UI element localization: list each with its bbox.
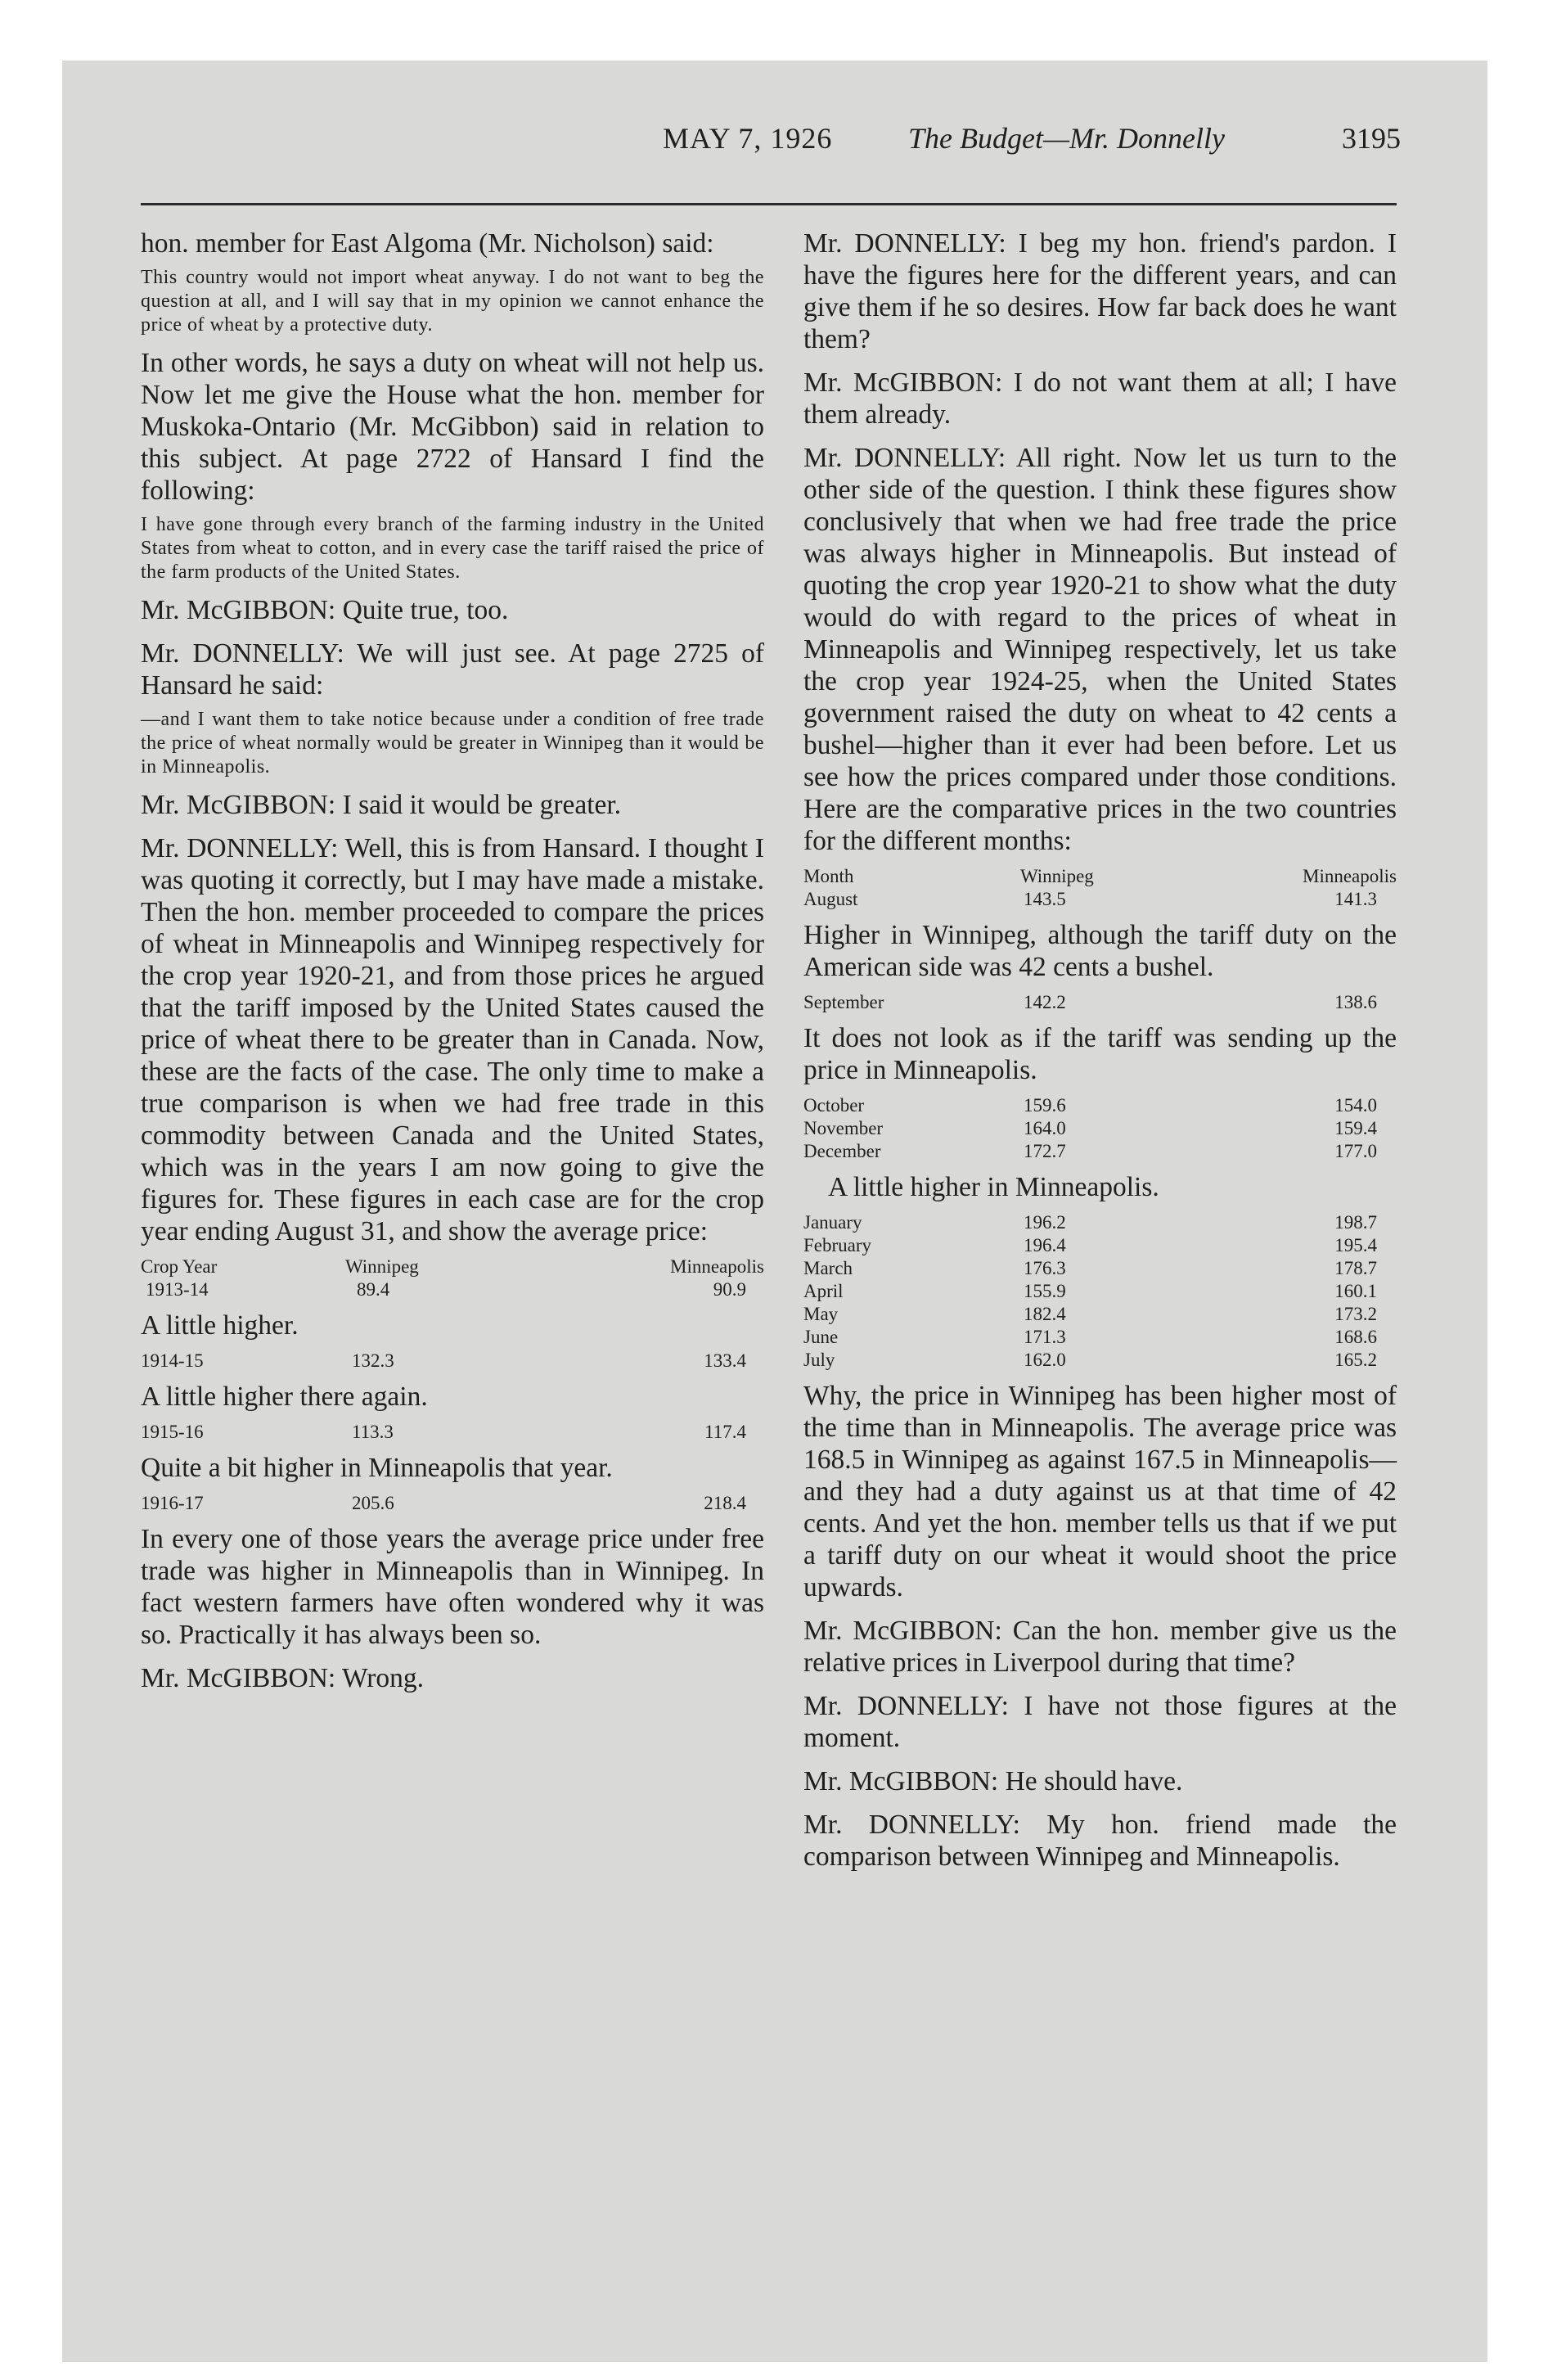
- paragraph: Mr. DONNELLY: I have not those figures at the moment.: [803, 1691, 1397, 1753]
- table-cell: 89.4: [357, 1279, 390, 1300]
- table-row: [803, 1140, 1397, 1163]
- table-cell: 138.6: [1334, 992, 1377, 1012]
- table-cell: 141.3: [1334, 889, 1377, 909]
- paragraph: Mr. McGIBBON: Wrong.: [141, 1663, 425, 1693]
- table-cell: March: [803, 1258, 853, 1278]
- running-title: The Budget—Mr. Donnelly: [908, 122, 1225, 155]
- table-row: [141, 1278, 764, 1301]
- table-row: [803, 1303, 1397, 1326]
- table-cell: 164.0: [1024, 1118, 1066, 1138]
- table-cell: November: [803, 1118, 884, 1138]
- table-cell: 172.7: [1024, 1141, 1066, 1161]
- table-row: [803, 1211, 1397, 1234]
- paragraph: In every one of those years the average price under free trade was higher in Minneapolis than in Winnipeg. In fact western farmers have often wondered why it was so. Practically it has always been so.: [141, 1524, 764, 1650]
- table-cell: May: [803, 1304, 839, 1324]
- table-cell: 198.7: [1334, 1212, 1377, 1233]
- table-cell: January: [803, 1212, 862, 1233]
- table-row: [803, 888, 1397, 911]
- paragraph: A little higher there again.: [141, 1382, 428, 1412]
- table-cell: 1916-17: [141, 1493, 204, 1513]
- table-cell: October: [803, 1095, 865, 1116]
- paragraph: Mr. DONNELLY: Well, this is from Hansard. I thought I was quoting it correctly, but I may have made a mistake. Then the hon. member proceeded to compare the prices of wheat in Minneapolis and Winnipeg respectively for the crop year 1920-21, and from those prices he argued that the tariff imposed by the United States caused the price of wheat there to be greater than in Canada. Now, these are the facts of the case. The only time to make a true comparison is when we had free trade in this commodity between Canada and the United States, which was in the years I am now going to give the figures for. These figures in each case are for the crop year ending August 31, and show the average price:: [141, 833, 764, 1246]
- paragraph: Mr. McGIBBON: I said it would be greater.: [141, 790, 622, 820]
- table-cell: 218.4: [704, 1493, 746, 1513]
- paragraph: Why, the price in Winnipeg has been higher most of the time than in Minneapolis. The average price was 168.5 in Winnipeg as against 167.5 in Minneapolis—and they had a duty against us at that time of 42 cents. And yet the hon. member tells us that if we put a tariff duty on our wheat it would shoot the price upwards.: [803, 1381, 1397, 1602]
- paragraph: Mr. DONNELLY: All right. Now let us turn to the other side of the question. I think these figures show conclusively that when we had free trade the price was always higher in Minneapolis. But instead of quoting the crop year 1920-21 to show what the duty would do with regard to the prices of wheat in Minneapolis and Winnipeg respectively, let us take the crop year 1924-25, when the United States government raised the duty on wheat to 42 cents a bushel—higher than it ever had been before. Let us see how the prices compared under those conditions. Here are the comparative prices in the two countries for the different months:: [803, 443, 1397, 856]
- table-row: [141, 1421, 764, 1444]
- table-cell: 143.5: [1024, 889, 1066, 909]
- table-cell: 160.1: [1334, 1281, 1377, 1301]
- right-column: [803, 228, 1397, 1873]
- table-cell: 173.2: [1334, 1304, 1377, 1324]
- paragraph: Mr. McGIBBON: He should have.: [803, 1766, 1183, 1796]
- table-cell: Crop Year: [141, 1256, 218, 1277]
- table-cell: June: [803, 1327, 839, 1347]
- table-cell: Winnipeg: [345, 1256, 419, 1277]
- table-cell: December: [803, 1141, 881, 1161]
- table-cell: April: [803, 1281, 844, 1301]
- table-cell: 1913-14: [146, 1279, 209, 1300]
- table-cell: 113.3: [352, 1422, 394, 1442]
- table-row: [803, 1257, 1397, 1280]
- paragraph: Higher in Winnipeg, although the tariff duty on the American side was 42 cents a bushel.: [803, 920, 1397, 982]
- table-cell: 171.3: [1024, 1327, 1066, 1347]
- table-cell: 159.4: [1334, 1118, 1377, 1138]
- table-cell: 196.4: [1024, 1235, 1066, 1255]
- table-cell: 133.4: [704, 1350, 746, 1371]
- left-column: [141, 228, 764, 1694]
- table-row: [803, 1280, 1397, 1303]
- table-cell: 117.4: [704, 1422, 746, 1442]
- quotation: I have gone through every branch of the farming industry in the United States from wheat to cotton, and in every case the tariff raised the price of the farm products of the United States.: [141, 514, 764, 583]
- table-cell: 90.9: [713, 1279, 746, 1300]
- table-cell: 142.2: [1024, 992, 1066, 1012]
- table-cell: February: [803, 1235, 872, 1255]
- table-cell: 159.6: [1024, 1095, 1066, 1116]
- page-date: MAY 7, 1926: [663, 122, 833, 155]
- table-cell: 177.0: [1334, 1141, 1377, 1161]
- page-number: 3195: [1342, 122, 1401, 155]
- quotation: This country would not import wheat anyway. I do not want to beg the question at all, and I will say that in my opinion we cannot enhance the price of wheat by a protective duty.: [141, 267, 764, 336]
- table-cell: 168.6: [1334, 1327, 1377, 1347]
- table-cell: Month: [803, 866, 854, 886]
- paragraph: Quite a bit higher in Minneapolis that year.: [141, 1453, 613, 1483]
- table-cell: 1915-16: [141, 1422, 204, 1442]
- table-cell: 1914-15: [141, 1350, 204, 1371]
- table-row: [803, 1234, 1397, 1257]
- table-cell: 182.4: [1024, 1304, 1066, 1324]
- table-cell: 178.7: [1334, 1258, 1377, 1278]
- quotation: —and I want them to take notice because under a condition of free trade the price of wheat normally would be greater in Winnipeg than it would be in Minneapolis.: [141, 709, 764, 778]
- table-header: [803, 865, 1397, 888]
- table-cell: 205.6: [352, 1493, 394, 1513]
- paragraph: Mr. McGIBBON: Can the hon. member give us the relative prices in Liverpool during that time?: [803, 1616, 1397, 1678]
- paragraph: Mr. DONNELLY: I beg my hon. friend's pardon. I have the figures here for the different years, and can give them if he so desires. How far back does he want them?: [803, 228, 1397, 354]
- table-row: [141, 1492, 764, 1515]
- table-row: [803, 1349, 1397, 1372]
- table-cell: 195.4: [1334, 1235, 1377, 1255]
- table-cell: 162.0: [1024, 1350, 1066, 1370]
- table-row: [141, 1350, 764, 1373]
- table-cell: August: [803, 889, 858, 909]
- table-cell: 132.3: [352, 1350, 394, 1371]
- paragraph: In other words, he says a duty on wheat will not help us. Now let me give the House what the hon. member for Muskoka-Ontario (Mr. McGibbon) said in relation to this subject. At page 2722 of Hansard I find the following:: [141, 348, 764, 506]
- table-cell: Minneapolis: [1303, 866, 1397, 886]
- paragraph: Mr. McGIBBON: I do not want them at all; I have them already.: [803, 367, 1397, 430]
- paragraph: Mr. DONNELLY: We will just see. At page 2725 of Hansard he said:: [141, 638, 764, 701]
- table-cell: Minneapolis: [670, 1256, 764, 1277]
- header-rule: [141, 203, 1397, 205]
- table-cell: 155.9: [1024, 1281, 1066, 1301]
- table-row: [803, 1117, 1397, 1140]
- table-cell: 154.0: [1334, 1095, 1377, 1116]
- paragraph: It does not look as if the tariff was sending up the price in Minneapolis.: [803, 1023, 1397, 1085]
- table-cell: 176.3: [1024, 1258, 1066, 1278]
- table-cell: 165.2: [1334, 1350, 1377, 1370]
- table-cell: 196.2: [1024, 1212, 1066, 1233]
- paragraph: Mr. McGIBBON: Quite true, too.: [141, 595, 509, 625]
- table-row: [803, 991, 1397, 1014]
- table-row: [803, 1326, 1397, 1349]
- paragraph: Mr. DONNELLY: My hon. friend made the comparison between Winnipeg and Minneapolis.: [803, 1810, 1397, 1872]
- table-row: [803, 1094, 1397, 1117]
- table-cell: September: [803, 992, 884, 1012]
- table-cell: Winnipeg: [1020, 866, 1094, 886]
- table-header: [141, 1255, 764, 1278]
- paragraph: A little higher.: [141, 1310, 299, 1341]
- paragraph: hon. member for East Algoma (Mr. Nicholson) said:: [141, 228, 714, 259]
- paragraph: A little higher in Minneapolis.: [828, 1172, 1159, 1202]
- table-cell: July: [803, 1350, 835, 1370]
